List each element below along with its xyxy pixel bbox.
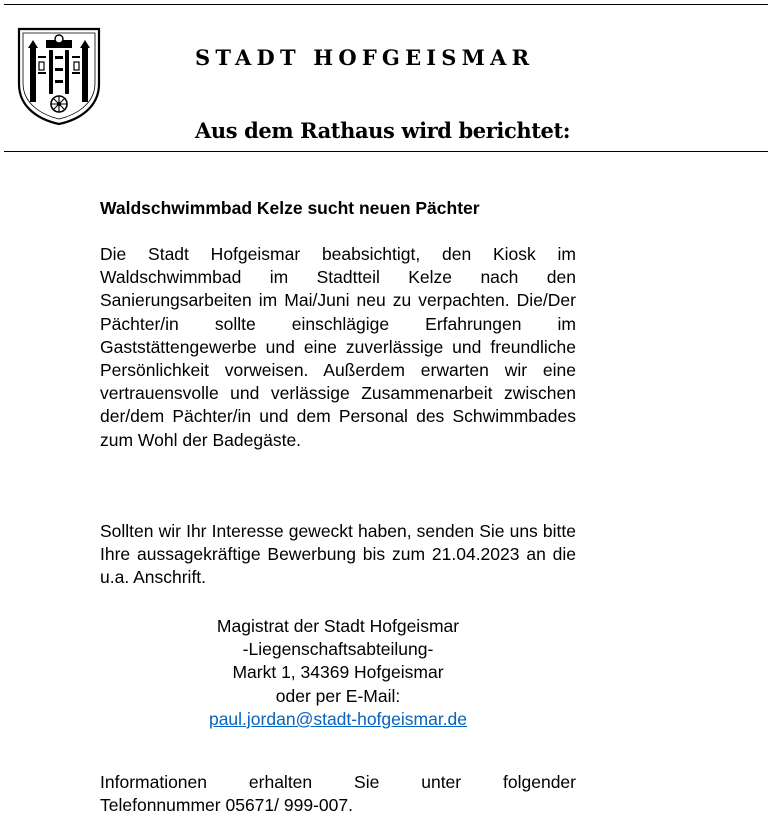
article-paragraph-1: Die Stadt Hofgeismar beabsichtigt, den Kiosk im Waldschwimmbad im Stadtteil Kelze nach den Sanierungsarbeiten im Mai/Juni neu zu verpachten. Die/Der Pächter/in sollte einschlägige Erfahrungen im Gaststättengewerbe und eine zuverlässige und freundliche Persönlichkeit vorweisen. Außerdem erwarten wir eine vertrauensvolle und verlässige Zusammenarbeit zwischen der/dem Pächter/in und dem Personal des Schwimmbades zum Wohl der Badegäste. bbox=[100, 244, 576, 450]
article-paragraph-2: Sollten wir Ihr Interesse geweckt haben, senden Sie uns bitte Ihre aussagekräftige Bewerbung bis zum 21.04.2023 an die u.a. Anschrift. bbox=[100, 521, 576, 588]
address-line-1: Magistrat der Stadt Hofgeismar bbox=[216, 616, 460, 636]
info-word: folgender bbox=[503, 772, 576, 792]
info-word: Sie bbox=[354, 772, 380, 792]
info-line-2: Telefonnummer 05671/ 999-007. bbox=[100, 795, 353, 816]
email-link[interactable]: paul.jordan@stadt-hofgeismar.de bbox=[208, 708, 468, 729]
info-paragraph bbox=[100, 771, 576, 817]
info-word: Informationen bbox=[100, 772, 208, 792]
info-line-1 bbox=[100, 771, 576, 794]
article-title: Waldschwimmbad Kelze sucht neuen Pächter bbox=[100, 198, 480, 218]
coat-of-arms bbox=[16, 26, 102, 126]
report-title: Aus dem Rathaus wird berichtet: bbox=[195, 118, 571, 143]
address-line-2: -Liegenschaftsabteilung- bbox=[242, 639, 434, 660]
info-word: unter bbox=[421, 772, 462, 792]
hofgeismar-coat-of-arms-icon bbox=[16, 26, 102, 126]
header-divider bbox=[4, 151, 768, 152]
address-block bbox=[100, 615, 576, 731]
city-name: STADT HOFGEISMAR bbox=[195, 45, 535, 70]
top-rule bbox=[4, 4, 768, 5]
info-word: erhalten bbox=[248, 772, 313, 792]
address-line-3: Markt 1, 34369 Hofgeismar bbox=[232, 662, 444, 683]
address-line-4: oder per E-Mail: bbox=[275, 685, 401, 706]
